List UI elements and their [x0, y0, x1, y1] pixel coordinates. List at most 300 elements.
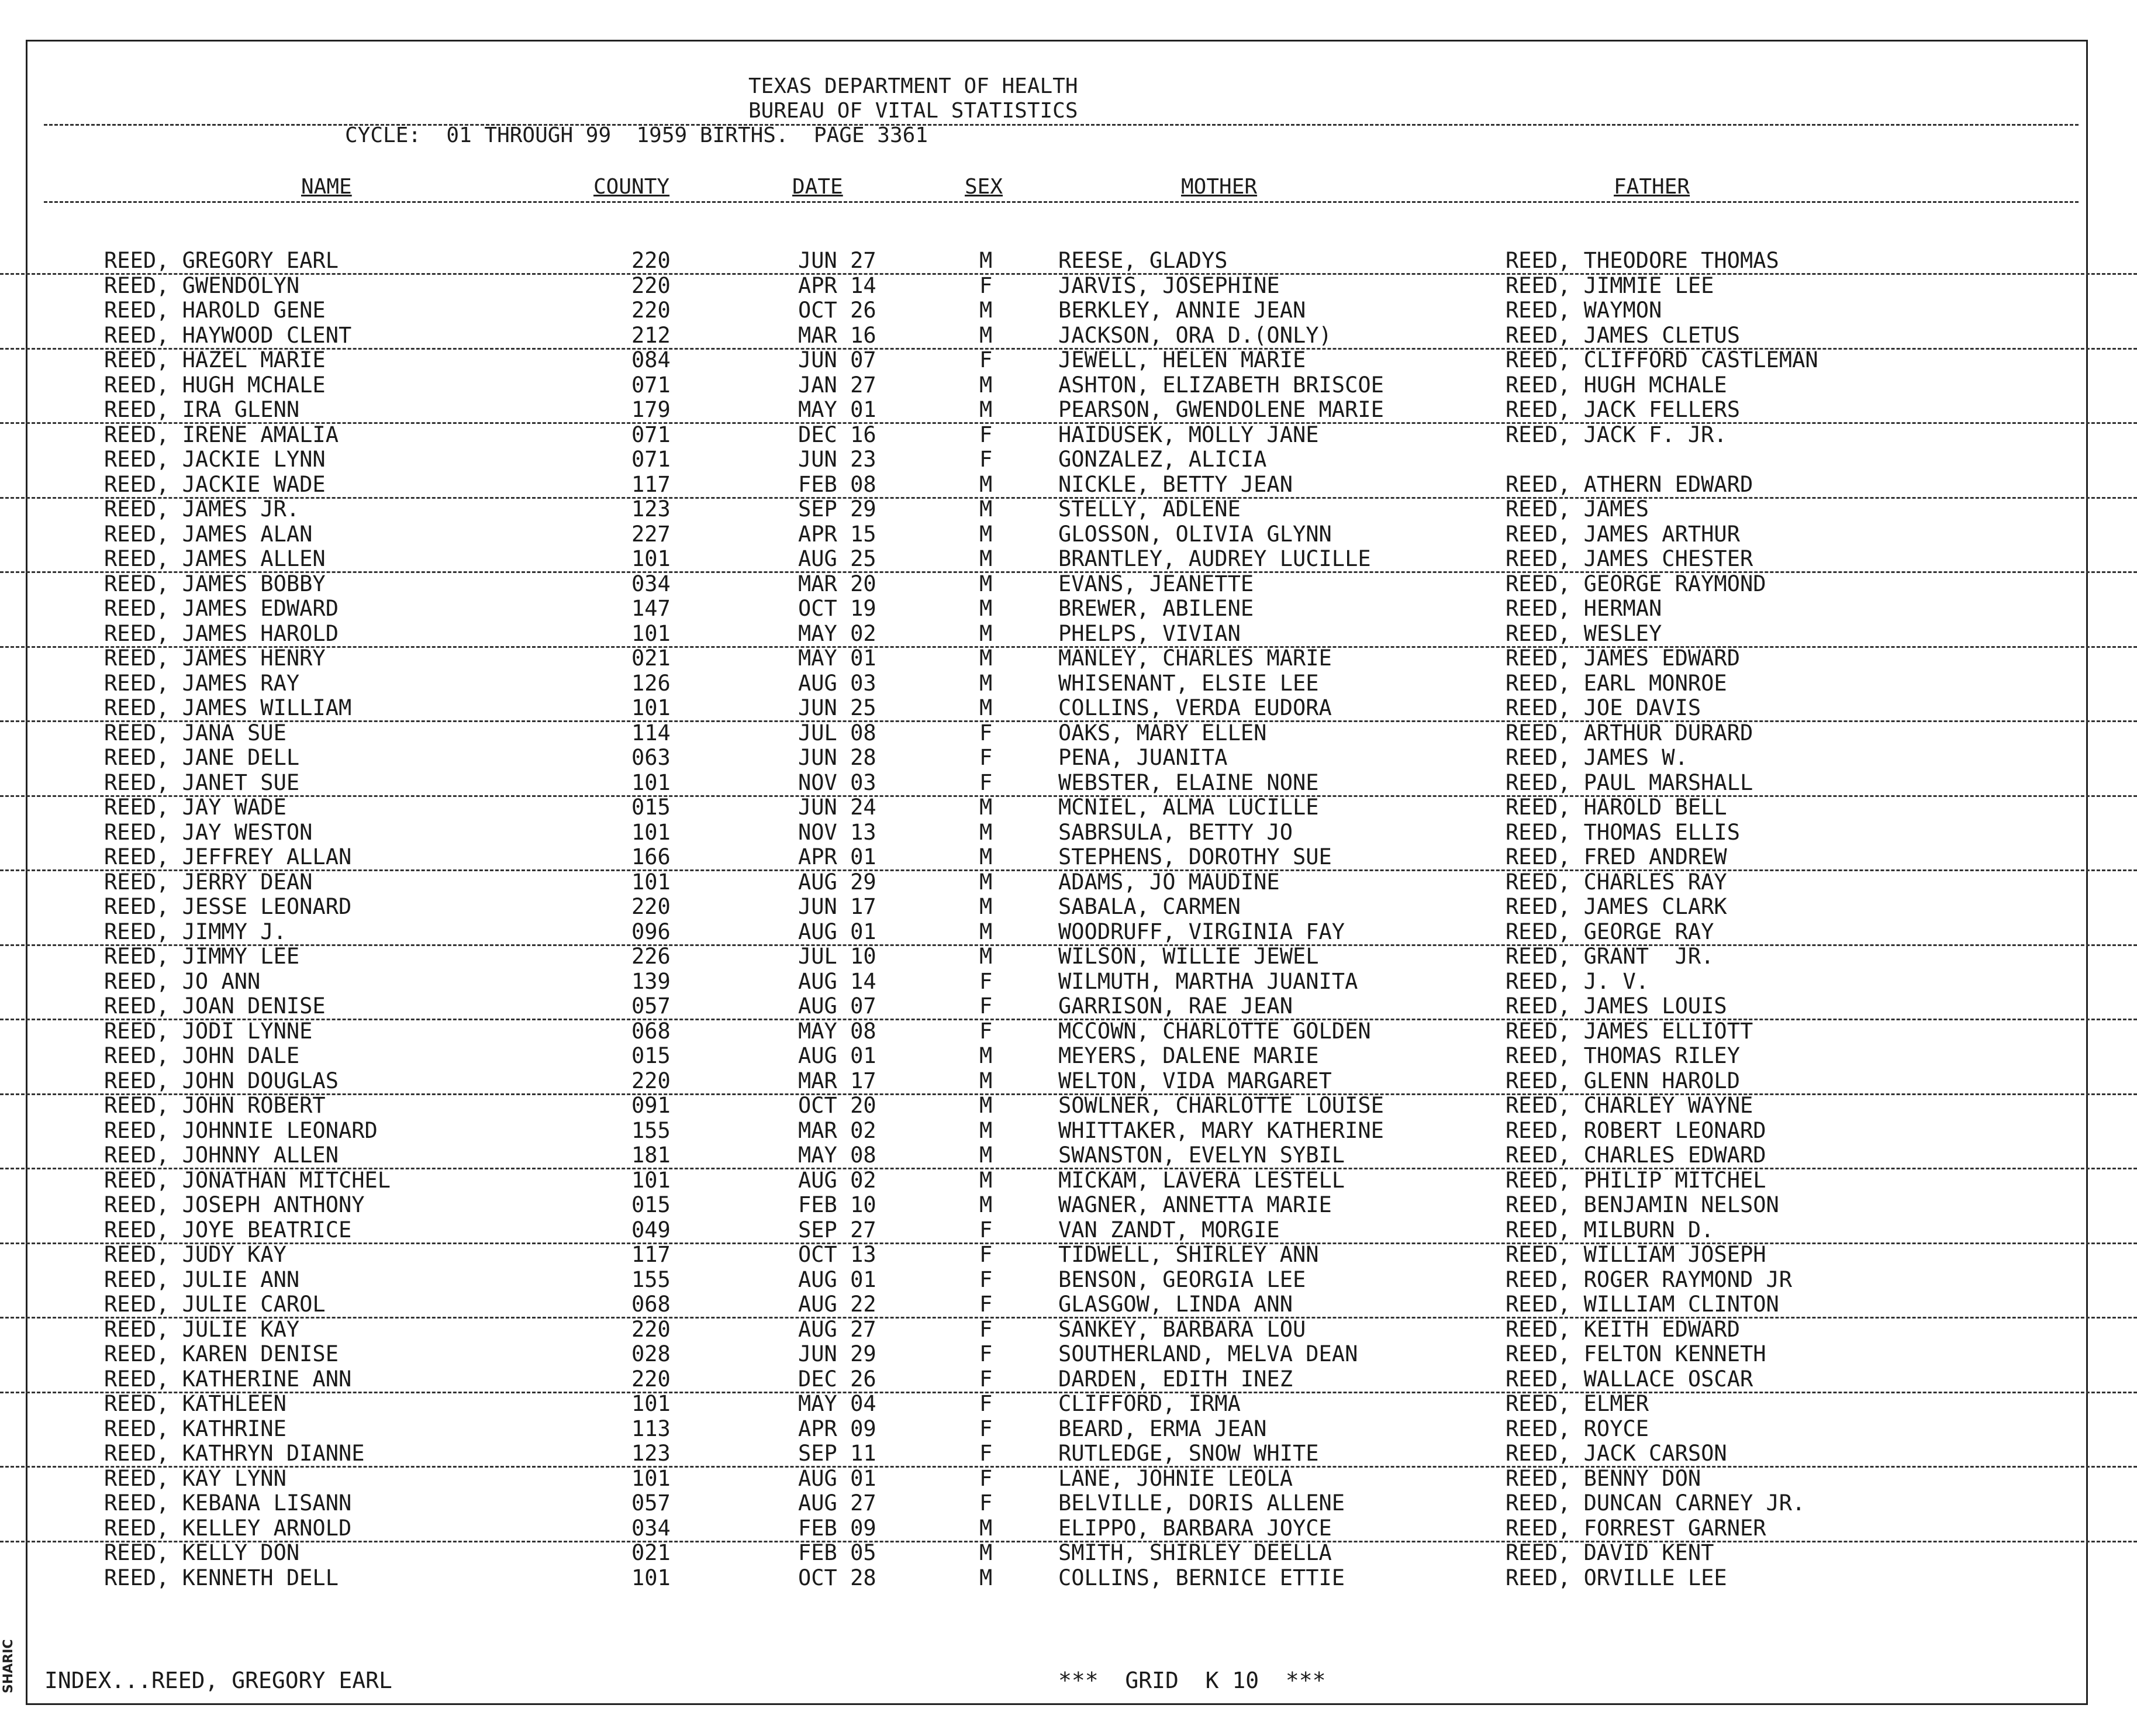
- cell-father: REED, JIMMIE LEE: [1506, 272, 1714, 298]
- cell-sex: M: [979, 1117, 993, 1143]
- cell-sex: M: [979, 620, 993, 646]
- cell-date: JAN 27: [798, 372, 876, 398]
- cell-father: REED, BENNY DON: [1506, 1465, 1701, 1491]
- column-header-name: NAME: [301, 175, 352, 199]
- cell-county: 155: [631, 1266, 671, 1292]
- cell-sex: F: [979, 745, 993, 770]
- cell-father: REED, JAMES CLETUS: [1506, 322, 1740, 348]
- cell-father: REED, THOMAS RILEY: [1506, 1043, 1740, 1068]
- cell-county: 220: [631, 1068, 671, 1093]
- cell-county: 096: [631, 919, 671, 944]
- table-row: [0, 870, 2137, 895]
- table-row: [0, 1516, 2137, 1542]
- cell-sex: M: [979, 372, 993, 398]
- cell-date: MAY 01: [798, 397, 876, 422]
- table-row: [0, 795, 2137, 820]
- column-header-county: COUNTY: [593, 175, 670, 199]
- cell-sex: M: [979, 1565, 993, 1590]
- cell-name: REED, GWENDOLYN: [104, 272, 300, 298]
- table-row: [0, 447, 2137, 472]
- cell-name: REED, KENNETH DELL: [104, 1565, 339, 1590]
- cell-father: REED, CLIFFORD CASTLEMAN: [1506, 347, 1818, 372]
- bureau-title: BUREAU OF VITAL STATISTICS: [748, 99, 1078, 123]
- cell-mother: CLIFFORD, IRMA: [1058, 1391, 1241, 1416]
- cell-date: AUG 01: [798, 1465, 876, 1491]
- table-row: [0, 522, 2137, 547]
- cell-sex: F: [979, 993, 993, 1019]
- cell-father: REED, HAROLD BELL: [1506, 795, 1727, 820]
- cell-name: REED, JOHN ROBERT: [104, 1093, 326, 1118]
- cell-father: REED, DUNCAN CARNEY JR.: [1506, 1490, 1805, 1516]
- column-header-father: FATHER: [1614, 175, 1690, 199]
- cell-name: REED, JOSEPH ANTHONY: [104, 1192, 365, 1217]
- cell-name: REED, JOHNNIE LEONARD: [104, 1117, 378, 1143]
- cell-sex: M: [979, 596, 993, 621]
- cell-mother: MCCOWN, CHARLOTTE GOLDEN: [1058, 1018, 1371, 1044]
- cell-sex: M: [979, 844, 993, 869]
- cell-sex: F: [979, 1266, 993, 1292]
- table-row: [0, 1317, 2137, 1342]
- cell-father: REED, JACK FELLERS: [1506, 397, 1740, 422]
- cell-father: REED, WALLACE OSCAR: [1506, 1366, 1753, 1392]
- cell-name: REED, JOHN DALE: [104, 1043, 300, 1068]
- cell-mother: WEBSTER, ELAINE NONE: [1058, 769, 1319, 795]
- cell-name: REED, JAMES HENRY: [104, 646, 326, 671]
- cell-mother: MCNIEL, ALMA LUCILLE: [1058, 795, 1319, 820]
- cell-name: REED, HAYWOOD CLENT: [104, 322, 352, 348]
- cell-date: AUG 07: [798, 993, 876, 1019]
- cell-name: REED, JIMMY J.: [104, 919, 286, 944]
- cell-father: REED, CHARLES EDWARD: [1506, 1143, 1766, 1168]
- table-row: [0, 820, 2137, 845]
- table-row: [0, 1566, 2137, 1590]
- cell-mother: SABALA, CARMEN: [1058, 894, 1241, 919]
- cell-date: AUG 01: [798, 1266, 876, 1292]
- cell-name: REED, JACKIE WADE: [104, 471, 326, 497]
- cell-county: 226: [631, 944, 671, 969]
- cell-county: 101: [631, 869, 671, 895]
- cell-father: REED, DAVID KENT: [1506, 1540, 1714, 1565]
- cell-father: REED, GRANT JR.: [1506, 944, 1714, 969]
- table-row: [0, 1417, 2137, 1441]
- table-row: [0, 1466, 2137, 1491]
- cell-county: 101: [631, 1465, 671, 1491]
- cell-date: JUN 24: [798, 795, 876, 820]
- cell-sex: M: [979, 298, 993, 323]
- cell-mother: JEWELL, HELEN MARIE: [1058, 347, 1306, 372]
- cell-sex: M: [979, 521, 993, 547]
- table-row: [0, 1119, 2137, 1143]
- cell-sex: F: [979, 1018, 993, 1044]
- cell-mother: GLASGOW, LINDA ANN: [1058, 1292, 1293, 1317]
- cycle-line: CYCLE: 01 THROUGH 99 1959 BIRTHS. PAGE 3361: [345, 123, 928, 147]
- cell-mother: JACKSON, ORA D.(ONLY): [1058, 322, 1332, 348]
- cell-mother: WILSON, WILLIE JEWEL: [1058, 944, 1319, 969]
- cell-mother: BERKLEY, ANNIE JEAN: [1058, 298, 1306, 323]
- cell-father: REED, ROGER RAYMOND JR: [1506, 1266, 1793, 1292]
- cell-father: REED, JAMES CLARK: [1506, 894, 1727, 919]
- cell-county: 220: [631, 1316, 671, 1342]
- table-row: [0, 920, 2137, 946]
- cell-date: SEP 11: [798, 1441, 876, 1466]
- cell-father: REED, JACK CARSON: [1506, 1441, 1727, 1466]
- cell-sex: F: [979, 1316, 993, 1342]
- cell-mother: SANKEY, BARBARA LOU: [1058, 1316, 1306, 1342]
- table-row: [0, 1019, 2137, 1044]
- cell-name: REED, KATHRINE: [104, 1416, 286, 1441]
- cell-sex: M: [979, 1515, 993, 1541]
- cell-name: REED, JULIE ANN: [104, 1266, 300, 1292]
- cell-father: REED, CHARLEY WAYNE: [1506, 1093, 1753, 1118]
- cell-sex: M: [979, 1167, 993, 1193]
- cell-sex: M: [979, 795, 993, 820]
- cell-father: REED, JAMES ELLIOTT: [1506, 1018, 1753, 1044]
- table-row: [0, 348, 2137, 372]
- cell-date: MAY 04: [798, 1391, 876, 1416]
- cell-name: REED, JANE DELL: [104, 745, 300, 770]
- cell-father: REED, FRED ANDREW: [1506, 844, 1727, 869]
- cell-name: REED, JANA SUE: [104, 720, 286, 746]
- cell-sex: M: [979, 894, 993, 919]
- cell-date: JUN 07: [798, 347, 876, 372]
- cell-sex: M: [979, 1068, 993, 1093]
- cell-name: REED, JULIE CAROL: [104, 1292, 326, 1317]
- cell-county: 101: [631, 695, 671, 720]
- table-row: [0, 944, 2137, 969]
- cell-county: 117: [631, 1242, 671, 1267]
- table-row: [0, 1069, 2137, 1095]
- cell-name: REED, IRENE AMALIA: [104, 422, 339, 447]
- cell-sex: M: [979, 248, 993, 273]
- cell-date: AUG 22: [798, 1292, 876, 1317]
- cell-date: OCT 26: [798, 298, 876, 323]
- cell-name: REED, IRA GLENN: [104, 397, 300, 422]
- cell-sex: F: [979, 1366, 993, 1392]
- cell-date: OCT 13: [798, 1242, 876, 1267]
- cell-father: REED, THEODORE THOMAS: [1506, 248, 1779, 273]
- cell-county: 049: [631, 1217, 671, 1243]
- cell-sex: M: [979, 546, 993, 571]
- table-row: [0, 1143, 2137, 1169]
- cell-name: REED, JERRY DEAN: [104, 869, 313, 895]
- cell-mother: STEPHENS, DOROTHY SUE: [1058, 844, 1332, 869]
- cell-county: 057: [631, 1490, 671, 1516]
- cell-name: REED, GREGORY EARL: [104, 248, 339, 273]
- cell-sex: M: [979, 496, 993, 522]
- cell-sex: M: [979, 819, 993, 845]
- table-row: [0, 1268, 2137, 1292]
- cell-sex: M: [979, 1093, 993, 1118]
- cell-father: REED, JOE DAVIS: [1506, 695, 1701, 720]
- table-row: [0, 1541, 2137, 1565]
- cell-mother: PENA, JUANITA: [1058, 745, 1228, 770]
- cell-date: MAR 02: [798, 1117, 876, 1143]
- cell-father: REED, WILLIAM JOSEPH: [1506, 1242, 1766, 1267]
- cell-sex: M: [979, 919, 993, 944]
- cell-father: REED, JAMES LOUIS: [1506, 993, 1727, 1019]
- column-header-date: DATE: [792, 175, 843, 199]
- cell-date: AUG 29: [798, 869, 876, 895]
- table-row: [0, 1392, 2137, 1416]
- table-row: [0, 1441, 2137, 1468]
- cell-name: REED, HUGH MCHALE: [104, 372, 326, 398]
- cell-father: REED, WILLIAM CLINTON: [1506, 1292, 1779, 1317]
- table-row: [0, 895, 2137, 919]
- cell-mother: TIDWELL, SHIRLEY ANN: [1058, 1242, 1319, 1267]
- cell-date: JUN 25: [798, 695, 876, 720]
- cell-name: REED, KATHLEEN: [104, 1391, 286, 1416]
- cell-date: DEC 16: [798, 422, 876, 447]
- cell-mother: ELIPPO, BARBARA JOYCE: [1058, 1515, 1332, 1541]
- cell-sex: M: [979, 1043, 993, 1068]
- cell-name: REED, KEBANA LISANN: [104, 1490, 352, 1516]
- cell-sex: M: [979, 1192, 993, 1217]
- cell-name: REED, KAREN DENISE: [104, 1341, 339, 1366]
- cell-mother: VAN ZANDT, MORGIE: [1058, 1217, 1280, 1243]
- cell-date: JUN 29: [798, 1341, 876, 1366]
- cell-father: REED, KEITH EDWARD: [1506, 1316, 1740, 1342]
- cell-sex: F: [979, 769, 993, 795]
- column-header-sex: SEX: [965, 175, 1003, 199]
- cell-date: SEP 29: [798, 496, 876, 522]
- cell-date: AUG 25: [798, 546, 876, 571]
- cell-date: JUN 27: [798, 248, 876, 273]
- cell-mother: ADAMS, JO MAUDINE: [1058, 869, 1280, 895]
- cell-county: 113: [631, 1416, 671, 1441]
- cell-name: REED, HAROLD GENE: [104, 298, 326, 323]
- cell-date: JUL 10: [798, 944, 876, 969]
- cell-name: REED, JACKIE LYNN: [104, 447, 326, 472]
- cell-mother: WOODRUFF, VIRGINIA FAY: [1058, 919, 1345, 944]
- cell-date: OCT 19: [798, 596, 876, 621]
- cell-mother: WELTON, VIDA MARGARET: [1058, 1068, 1332, 1093]
- cell-father: REED, FELTON KENNETH: [1506, 1341, 1766, 1366]
- table-row: [0, 994, 2137, 1020]
- grid-footer: *** GRID K 10 ***: [1058, 1668, 1326, 1693]
- cell-sex: F: [979, 1490, 993, 1516]
- cell-mother: DARDEN, EDITH INEZ: [1058, 1366, 1293, 1392]
- cell-date: AUG 14: [798, 968, 876, 994]
- table-row: [0, 298, 2137, 323]
- table-row: [0, 1243, 2137, 1267]
- cell-county: 220: [631, 298, 671, 323]
- cell-name: REED, JOAN DENISE: [104, 993, 326, 1019]
- cell-county: 123: [631, 496, 671, 522]
- cell-name: REED, KELLEY ARNOLD: [104, 1515, 352, 1541]
- cell-mother: WILMUTH, MARTHA JUANITA: [1058, 968, 1358, 994]
- cell-name: REED, JAMES ALLEN: [104, 546, 326, 571]
- cell-date: AUG 02: [798, 1167, 876, 1193]
- table-row: [0, 646, 2137, 671]
- table-row: [0, 497, 2137, 522]
- cell-county: 068: [631, 1292, 671, 1317]
- cell-sex: M: [979, 944, 993, 969]
- cell-county: 147: [631, 596, 671, 621]
- cell-county: 101: [631, 620, 671, 646]
- cell-sex: M: [979, 670, 993, 696]
- cell-name: REED, JAY WESTON: [104, 819, 313, 845]
- cell-county: 071: [631, 422, 671, 447]
- cell-date: MAR 16: [798, 322, 876, 348]
- column-header-mother: MOTHER: [1181, 175, 1258, 199]
- cell-mother: GLOSSON, OLIVIA GLYNN: [1058, 521, 1332, 547]
- cell-mother: GARRISON, RAE JEAN: [1058, 993, 1293, 1019]
- cell-county: 114: [631, 720, 671, 746]
- cell-county: 101: [631, 1167, 671, 1193]
- cell-sex: F: [979, 1441, 993, 1466]
- cell-name: REED, JAMES HAROLD: [104, 620, 339, 646]
- cell-sex: F: [979, 1292, 993, 1317]
- cell-date: FEB 09: [798, 1515, 876, 1541]
- cell-sex: F: [979, 1416, 993, 1441]
- cell-date: OCT 20: [798, 1093, 876, 1118]
- cell-mother: OAKS, MARY ELLEN: [1058, 720, 1267, 746]
- cell-sex: F: [979, 1341, 993, 1366]
- cell-date: AUG 03: [798, 670, 876, 696]
- cell-mother: SMITH, SHIRLEY DEELLA: [1058, 1540, 1332, 1565]
- cell-mother: MICKAM, LAVERA LESTELL: [1058, 1167, 1345, 1193]
- table-row: [0, 274, 2137, 298]
- cell-county: 101: [631, 769, 671, 795]
- cell-father: REED, JAMES EDWARD: [1506, 646, 1740, 671]
- cell-father: REED, HERMAN: [1506, 596, 1662, 621]
- table-row: [0, 721, 2137, 746]
- cell-sex: F: [979, 1217, 993, 1243]
- cell-mother: BENSON, GEORGIA LEE: [1058, 1266, 1306, 1292]
- table-row: [0, 1218, 2137, 1244]
- cell-county: 126: [631, 670, 671, 696]
- cell-sex: M: [979, 571, 993, 596]
- cell-date: JUL 08: [798, 720, 876, 746]
- cell-name: REED, JIMMY LEE: [104, 944, 300, 969]
- cell-mother: PEARSON, GWENDOLENE MARIE: [1058, 397, 1384, 422]
- cell-father: REED, ARTHUR DURARD: [1506, 720, 1753, 746]
- cell-sex: F: [979, 422, 993, 447]
- cell-county: 227: [631, 521, 671, 547]
- cell-county: 084: [631, 347, 671, 372]
- cell-sex: F: [979, 968, 993, 994]
- cell-mother: BREWER, ABILENE: [1058, 596, 1254, 621]
- cell-father: REED, JAMES W.: [1506, 745, 1688, 770]
- cell-mother: ASHTON, ELIZABETH BRISCOE: [1058, 372, 1384, 398]
- cell-mother: COLLINS, BERNICE ETTIE: [1058, 1565, 1345, 1590]
- cell-father: REED, ATHERN EDWARD: [1506, 471, 1753, 497]
- cell-date: MAR 17: [798, 1068, 876, 1093]
- cell-mother: LANE, JOHNIE LEOLA: [1058, 1465, 1293, 1491]
- table-row: [0, 472, 2137, 499]
- cell-name: REED, JAMES ALAN: [104, 521, 313, 547]
- table-row: [0, 845, 2137, 871]
- cell-county: 155: [631, 1117, 671, 1143]
- cell-mother: WHISENANT, ELSIE LEE: [1058, 670, 1319, 696]
- cell-father: REED, WESLEY: [1506, 620, 1662, 646]
- cell-father: REED, THOMAS ELLIS: [1506, 819, 1740, 845]
- cell-county: 021: [631, 1540, 671, 1565]
- cell-date: FEB 10: [798, 1192, 876, 1217]
- cell-county: 028: [631, 1341, 671, 1366]
- cell-county: 071: [631, 447, 671, 472]
- cell-father: REED, JAMES ARTHUR: [1506, 521, 1740, 547]
- cell-sex: F: [979, 347, 993, 372]
- cell-name: REED, HAZEL MARIE: [104, 347, 326, 372]
- cell-date: FEB 08: [798, 471, 876, 497]
- cell-mother: RUTLEDGE, SNOW WHITE: [1058, 1441, 1319, 1466]
- cell-sex: F: [979, 272, 993, 298]
- cell-county: 091: [631, 1093, 671, 1118]
- table-row: [0, 696, 2137, 722]
- cell-father: REED, FORREST GARNER: [1506, 1515, 1766, 1541]
- table-row: [0, 1342, 2137, 1366]
- table-row: [0, 1292, 2137, 1319]
- cell-name: REED, JONATHAN MITCHEL: [104, 1167, 391, 1193]
- cell-mother: JARVIS, JOSEPHINE: [1058, 272, 1280, 298]
- table-row: [0, 1093, 2137, 1118]
- cell-father: REED, BENJAMIN NELSON: [1506, 1192, 1779, 1217]
- cell-mother: NICKLE, BETTY JEAN: [1058, 471, 1293, 497]
- cell-mother: SOUTHERLAND, MELVA DEAN: [1058, 1341, 1358, 1366]
- cell-father: REED, JAMES: [1506, 496, 1649, 522]
- table-row: [0, 423, 2137, 447]
- cell-mother: BRANTLEY, AUDREY LUCILLE: [1058, 546, 1371, 571]
- cell-county: 015: [631, 795, 671, 820]
- cell-date: MAY 08: [798, 1143, 876, 1168]
- cell-name: REED, KAY LYNN: [104, 1465, 286, 1491]
- cell-name: REED, JAMES JR.: [104, 496, 300, 522]
- cell-father: REED, PAUL MARSHALL: [1506, 769, 1753, 795]
- cell-county: 212: [631, 322, 671, 348]
- table-row: [0, 1367, 2137, 1393]
- table-row: [0, 771, 2137, 797]
- table-row: [0, 671, 2137, 696]
- cell-name: REED, KATHRYN DIANNE: [104, 1441, 365, 1466]
- cell-father: REED, CHARLES RAY: [1506, 869, 1727, 895]
- cell-father: REED, ROBERT LEONARD: [1506, 1117, 1766, 1143]
- cell-mother: BEARD, ERMA JEAN: [1058, 1416, 1267, 1441]
- cell-county: 021: [631, 646, 671, 671]
- cell-date: DEC 26: [798, 1366, 876, 1392]
- cell-sex: M: [979, 695, 993, 720]
- cell-county: 220: [631, 248, 671, 273]
- cell-date: NOV 03: [798, 769, 876, 795]
- cell-mother: MEYERS, DALENE MARIE: [1058, 1043, 1319, 1068]
- cell-father: REED, WAYMON: [1506, 298, 1662, 323]
- cell-date: OCT 28: [798, 1565, 876, 1590]
- cell-date: APR 14: [798, 272, 876, 298]
- department-title: TEXAS DEPARTMENT OF HEALTH: [748, 74, 1078, 98]
- cell-mother: SWANSTON, EVELYN SYBIL: [1058, 1143, 1345, 1168]
- cell-mother: SABRSULA, BETTY JO: [1058, 819, 1293, 845]
- cell-father: REED, PHILIP MITCHEL: [1506, 1167, 1766, 1193]
- cell-sex: F: [979, 1465, 993, 1491]
- cell-father: REED, MILBURN D.: [1506, 1217, 1714, 1243]
- cell-name: REED, KATHERINE ANN: [104, 1366, 352, 1392]
- cell-name: REED, JAMES EDWARD: [104, 596, 339, 621]
- cell-sex: M: [979, 322, 993, 348]
- cell-sex: M: [979, 397, 993, 422]
- cell-county: 034: [631, 1515, 671, 1541]
- cell-date: AUG 01: [798, 1043, 876, 1068]
- cell-county: 123: [631, 1441, 671, 1466]
- cell-mother: COLLINS, VERDA EUDORA: [1058, 695, 1332, 720]
- cell-father: REED, GEORGE RAY: [1506, 919, 1714, 944]
- cell-father: REED, EARL MONROE: [1506, 670, 1727, 696]
- cell-name: REED, JUDY KAY: [104, 1242, 286, 1267]
- cell-father: REED, JACK F. JR.: [1506, 422, 1727, 447]
- cell-sex: M: [979, 646, 993, 671]
- cell-county: 034: [631, 571, 671, 596]
- cell-date: APR 01: [798, 844, 876, 869]
- cell-date: JUN 23: [798, 447, 876, 472]
